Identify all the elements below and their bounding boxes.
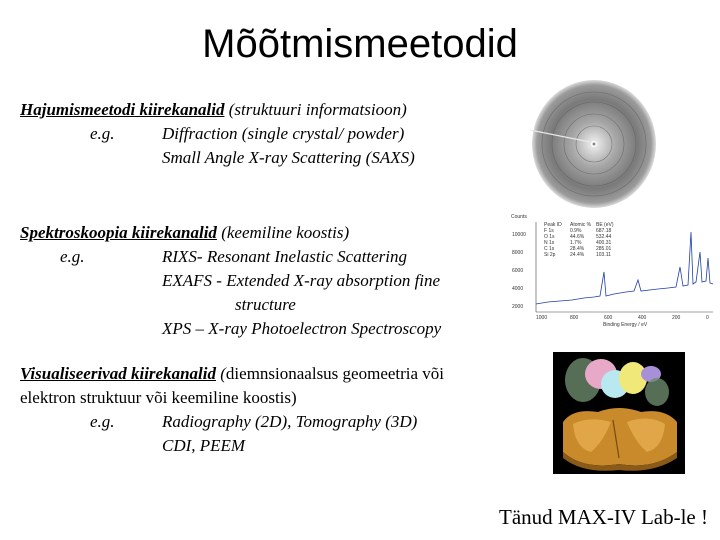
spectrum-table-cell: 0.9% bbox=[570, 228, 582, 234]
section-subheading: elektron struktuur või keemiline koostis) bbox=[20, 388, 297, 407]
spectrum-table-cell: 400.31 bbox=[596, 240, 612, 246]
spectrum-ytick-label: 6000 bbox=[512, 268, 524, 274]
method-item: Small Angle X-ray Scattering (SAXS) bbox=[162, 148, 415, 167]
spectrum-table-header: Atomic % bbox=[570, 222, 592, 228]
spectrum-table-header: Peak ID bbox=[544, 222, 562, 228]
spectrum-xtick-label: 0 bbox=[706, 315, 709, 321]
section-scattering bbox=[20, 98, 415, 170]
eg-label: e.g. bbox=[90, 412, 115, 431]
spectrum-ytick-label: 2000 bbox=[512, 304, 524, 310]
spectrum-xtick-label: 1000 bbox=[536, 315, 548, 321]
spectrum-ylabel: Counts bbox=[511, 214, 527, 220]
method-item: RIXS- Resonant Inelastic Scattering bbox=[162, 247, 408, 266]
spectrum-table-cell: O 1s bbox=[544, 234, 555, 240]
spectrum-ytick-label: 10000 bbox=[512, 232, 526, 238]
section-subheading: diemnsionaalsus geomeetria või bbox=[225, 364, 445, 383]
spectrum-table-cell: 44.6% bbox=[570, 234, 585, 240]
method-item: XPS – X-ray Photoelectron Spectroscopy bbox=[162, 319, 442, 338]
spectrum-table-cell: 24.4% bbox=[570, 252, 585, 258]
spectrum-table-cell: 28.4% bbox=[570, 246, 585, 252]
spectrum-table-cell: 532.44 bbox=[596, 234, 612, 240]
spectrum-table-cell: Si 2p bbox=[544, 252, 556, 258]
spectrum-table-cell: 103.11 bbox=[596, 252, 611, 258]
section-imaging bbox=[20, 362, 444, 458]
method-item: structure bbox=[235, 295, 296, 314]
section-heading: Hajumismeetodi kiirekanalid bbox=[20, 100, 225, 119]
section-subheading: (keemiline koostis) bbox=[216, 223, 350, 242]
acknowledgement: Tänud MAX-IV Lab-le ! bbox=[499, 505, 708, 529]
spectrum-table-cell: F 1s bbox=[544, 228, 554, 234]
spectrum-xlabel: Binding Energy / eV bbox=[603, 322, 648, 328]
spectrum-xtick-label: 600 bbox=[604, 315, 613, 321]
section-heading: Spektroskoopia kiirekanalid bbox=[20, 223, 217, 242]
spectrum-table-cell: N 1s bbox=[544, 240, 555, 246]
section-subheading: ( bbox=[216, 364, 226, 383]
spectrum-ytick-label: 8000 bbox=[512, 250, 524, 256]
spectrum-table-cell: 285.01 bbox=[596, 246, 612, 252]
section-heading: Visualiseerivad kiirekanalid bbox=[20, 364, 216, 383]
tomography-image bbox=[553, 352, 685, 474]
spectrum-xtick-label: 400 bbox=[638, 315, 647, 321]
eg-label: e.g. bbox=[60, 247, 85, 266]
spectrum-xtick-label: 200 bbox=[672, 315, 681, 321]
spectrum-table-cell: 1.7% bbox=[570, 240, 582, 246]
eg-label: e.g. bbox=[90, 124, 115, 143]
page-title: Mõõtmismeetodid bbox=[202, 22, 518, 66]
spectrum-xtick-label: 800 bbox=[570, 315, 579, 321]
method-item: EXAFS - Extended X-ray absorption fine bbox=[162, 271, 441, 290]
method-item: Radiography (2D), Tomography (3D) bbox=[162, 412, 418, 431]
spectrum-table-cell: 687.18 bbox=[596, 228, 612, 234]
spectrum-table-cell: C 1s bbox=[544, 246, 555, 252]
method-item: CDI, PEEM bbox=[162, 436, 246, 455]
spectrum-ytick-label: 4000 bbox=[512, 286, 524, 292]
xps-spectrum-image bbox=[508, 212, 718, 332]
spectrum-table-header: BE (eV) bbox=[596, 222, 614, 228]
diffraction-pattern-image bbox=[530, 78, 658, 210]
section-spectroscopy bbox=[20, 221, 441, 341]
section-subheading: (struktuuri informatsioon) bbox=[224, 100, 407, 119]
method-item: Diffraction (single crystal/ powder) bbox=[162, 124, 405, 143]
